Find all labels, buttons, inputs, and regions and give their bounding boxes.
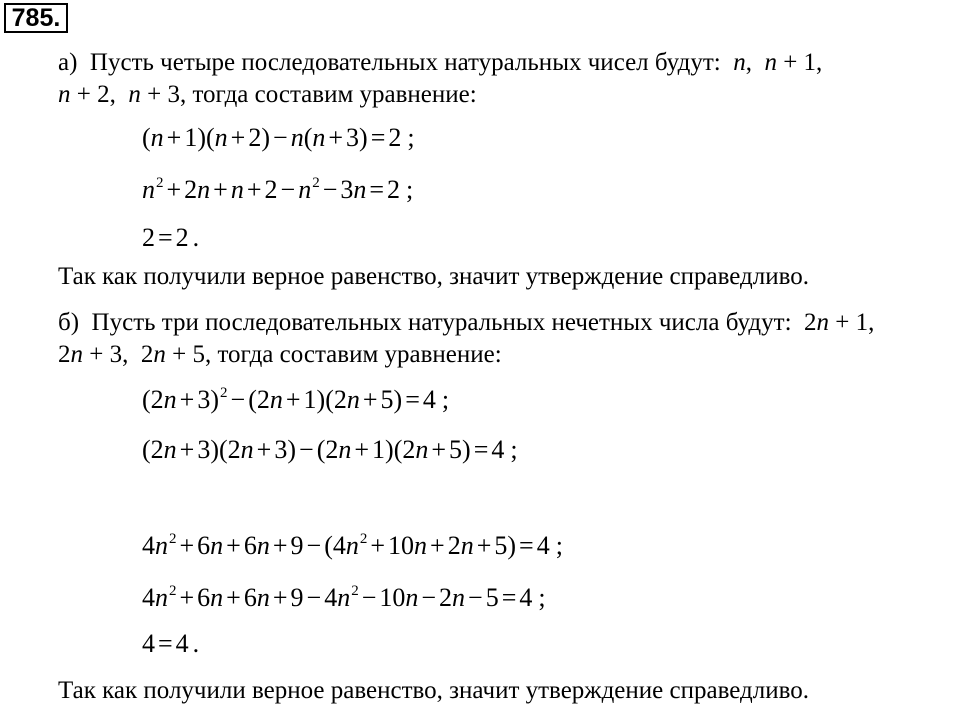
- part-a-intro-line-2: n + 2, n + 3, тогда составим уравнение:: [58, 81, 477, 108]
- part-b-equation-2: (2n + 3)(2n + 3) − (2n + 1)(2n + 5) = 4 ;: [142, 435, 518, 464]
- part-b-equation-3: $4n^2 + 6n + 6n + 9 - (4n^2 + 10n + 2n + 5) = 4$ ;: [142, 531, 563, 560]
- problem-number: 785.: [4, 3, 68, 33]
- part-b-equation-5: 4 = 4 .: [142, 629, 200, 658]
- part-b-equation-1: $(2n + 3)^2 - (2n + 1)(2n + 5) = 4$ ;: [142, 385, 450, 414]
- part-b-intro-line-1: б) Пусть три последовательных натуральных нечетных числа будут: 2n + 1,: [58, 309, 875, 336]
- part-a-equation-1: (n + 1)(n + 2) − n(n + 3) = 2 ;: [142, 123, 415, 152]
- part-a-equation-2: $n^2 + 2n + n + 2 - n^2 - 3n = 2$ ;: [142, 175, 414, 204]
- part-b-conclusion: Так как получили верное равенство, значит утверждение справедливо.: [58, 677, 809, 704]
- part-a-equation-3: 2 = 2 .: [142, 223, 200, 252]
- part-a-conclusion: Так как получили верное равенство, значит утверждение справедливо.: [58, 263, 809, 290]
- part-b-intro-line-2: 2n + 3, 2n + 5, тогда составим уравнение:: [58, 341, 502, 368]
- part-a-intro-line-1: а) Пусть четыре последовательных натуральных чисел будут: n, n + 1,: [58, 49, 823, 76]
- part-b-equation-4: $4n^2 + 6n + 6n + 9 - 4n^2 - 10n - 2n - 5 = 4$ ;: [142, 583, 546, 612]
